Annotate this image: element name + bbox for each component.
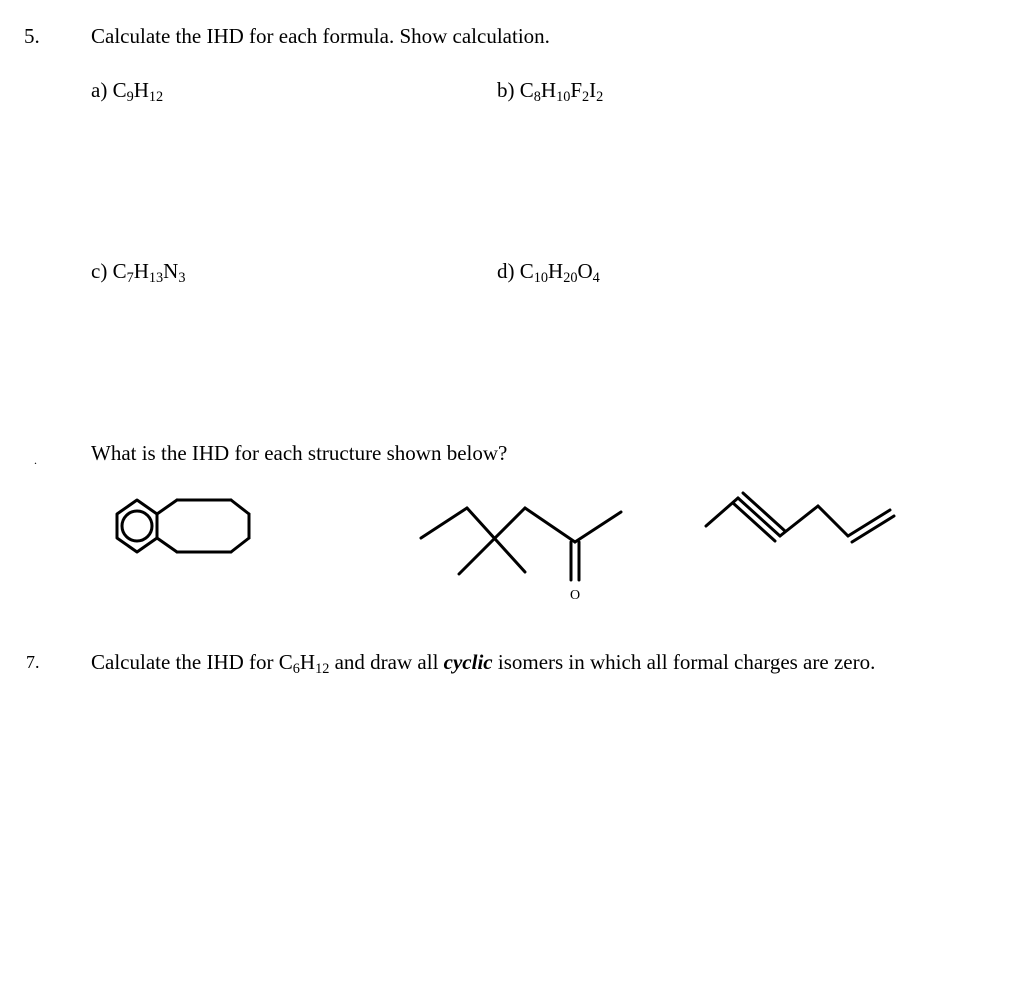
- prompt-text: and draw all: [329, 650, 444, 674]
- element-symbol: H: [540, 78, 557, 102]
- subscript: 12: [315, 660, 330, 677]
- prompt-text: H: [299, 650, 316, 674]
- structure-ketone: [415, 496, 635, 606]
- subscript: 9: [126, 88, 134, 105]
- emphasis-text: cyclic: [443, 650, 493, 674]
- prompt-text: Calculate the IHD for C: [91, 650, 293, 674]
- structure-tetralin: [105, 488, 265, 578]
- subscript: 4: [592, 269, 600, 286]
- bond: [525, 508, 575, 542]
- subscript: 10: [533, 269, 549, 286]
- subscript: 7: [126, 269, 134, 286]
- triple-bond: [733, 503, 775, 541]
- formula-c: [91, 259, 186, 286]
- bond: [780, 506, 818, 536]
- subscript: 3: [178, 269, 186, 286]
- bond: [157, 538, 177, 552]
- element-symbol: N: [163, 259, 179, 283]
- part-label: d): [497, 259, 520, 283]
- subscript: 2: [582, 88, 590, 105]
- oxygen-label: O: [569, 588, 581, 603]
- subscript: 20: [563, 269, 578, 286]
- element-symbol: C: [519, 78, 534, 102]
- triple-bond: [743, 493, 785, 531]
- question-number: 5.: [24, 24, 40, 48]
- element-symbol: C: [112, 259, 127, 283]
- subscript: 8: [533, 88, 541, 105]
- element-symbol: C: [519, 259, 534, 283]
- triple-bond: [738, 498, 780, 536]
- question-prompt: Calculate the IHD for each formula. Show calculation.: [91, 24, 550, 48]
- subscript: 13: [148, 269, 164, 286]
- question-marker: .: [34, 453, 37, 467]
- structure-enyne: [700, 490, 900, 550]
- question-prompt: [91, 650, 876, 677]
- prompt-text: isomers in which all formal charges are zero.: [492, 650, 876, 674]
- bond: [231, 538, 249, 552]
- aromatic-circle: [122, 511, 152, 541]
- element-symbol: H: [133, 259, 149, 283]
- bond: [231, 500, 249, 514]
- element-symbol: C: [112, 78, 127, 102]
- subscript: 2: [596, 88, 604, 105]
- bond: [157, 500, 177, 514]
- question-marker: 7.: [26, 652, 40, 672]
- element-symbol: O: [577, 259, 593, 283]
- formula-d: [497, 259, 600, 286]
- element-symbol: H: [133, 78, 149, 102]
- element-symbol: I: [589, 78, 597, 102]
- part-label: b): [497, 78, 520, 102]
- bond: [459, 508, 525, 574]
- subscript: 10: [556, 88, 571, 105]
- question-prompt: What is the IHD for each structure shown below?: [91, 441, 508, 465]
- element-symbol: F: [570, 78, 583, 102]
- part-label: c): [91, 259, 113, 283]
- bond: [818, 506, 848, 536]
- element-symbol: H: [548, 259, 564, 283]
- bond: [575, 512, 621, 542]
- formula-b: [497, 78, 604, 105]
- formula-a: [91, 78, 164, 105]
- subscript: 12: [148, 88, 164, 105]
- part-label: a): [91, 78, 113, 102]
- subscript: 6: [292, 660, 300, 677]
- bond: [421, 508, 467, 538]
